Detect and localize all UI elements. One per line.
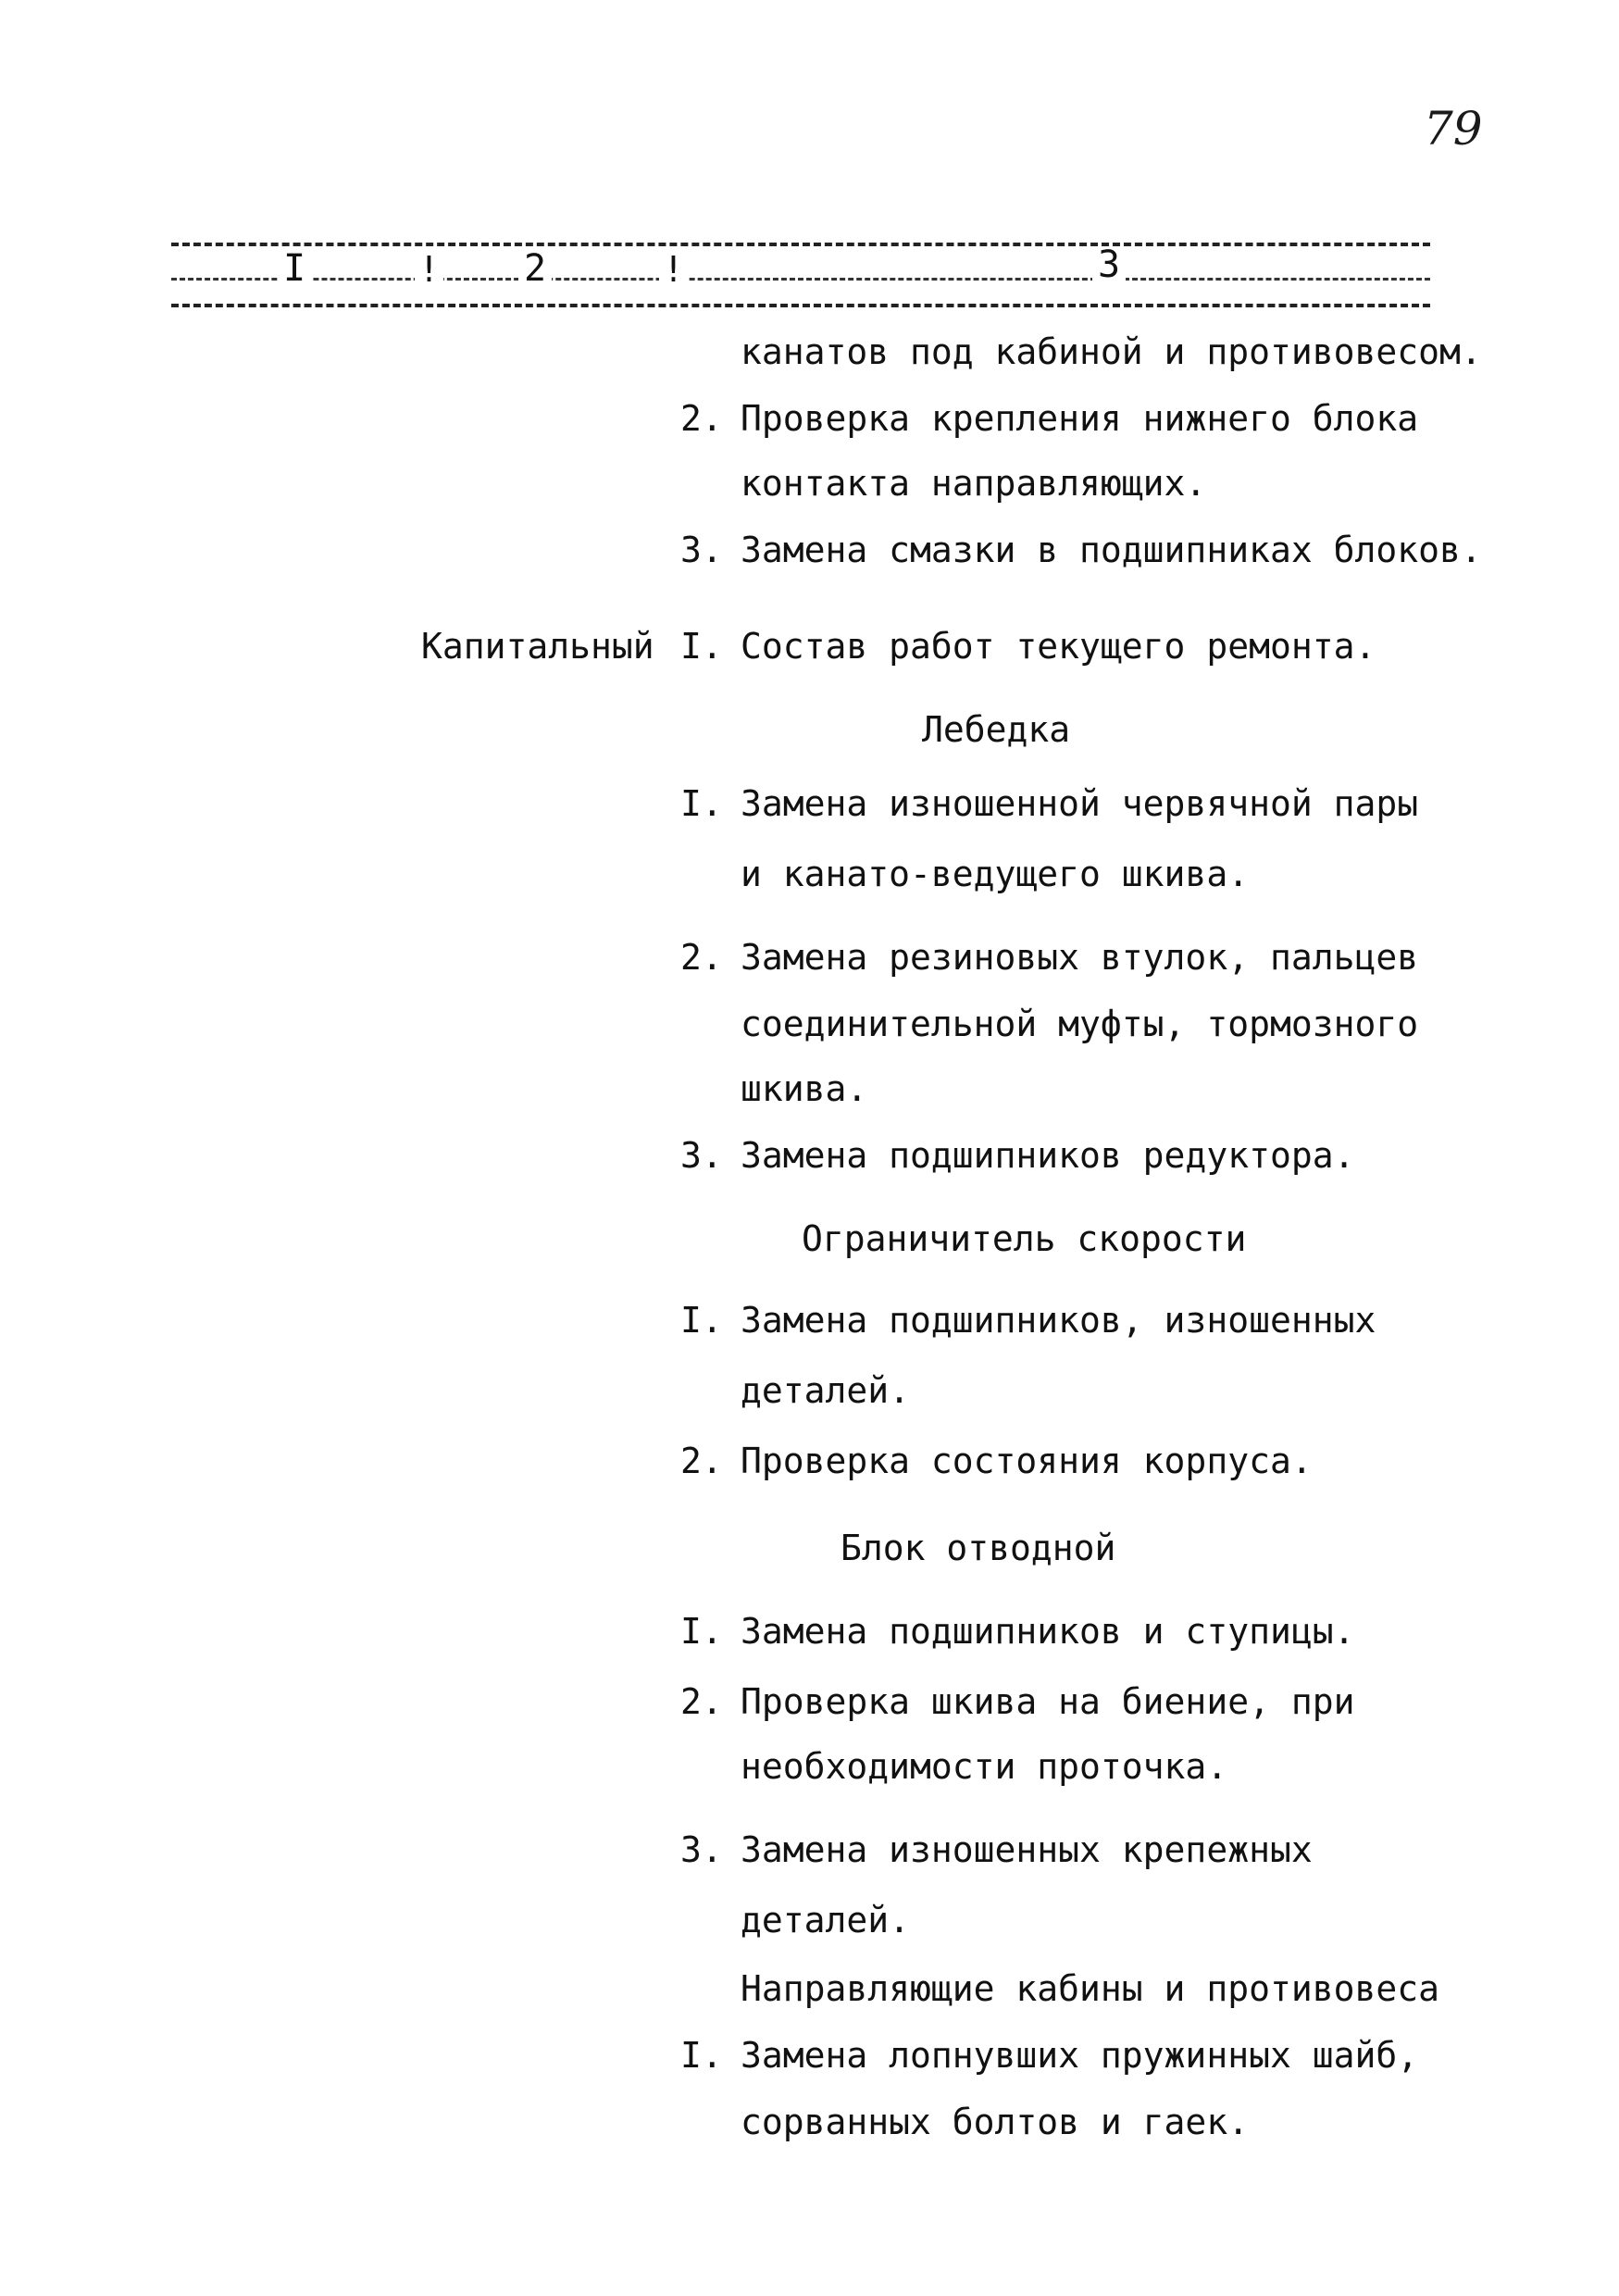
column-2-header: 2 [518,250,552,287]
item-number: I. [680,783,723,824]
column-separator: ! [415,252,443,287]
item-number: 2. [680,1681,723,1722]
item-text: Замена подшипников, изношенных [741,1300,1376,1341]
item-number: I. [680,626,723,667]
header-top-rule [171,243,1430,246]
item-text: Замена изношенных крепежных [741,1829,1313,1870]
item-text: Замена лопнувших пружинных шайб, [741,2035,1419,2076]
item-text: Замена смазки в подшипниках блоков. [741,530,1482,570]
item-number: I. [680,1300,723,1341]
item-text: Замена резиновых втулок, пальцев [741,937,1419,978]
column-1-header: I [278,250,311,287]
item-number: I. [680,2035,723,2076]
item-text: Замена подшипников и ступицы. [741,1611,1355,1652]
item-number: I. [680,1611,723,1652]
section-title: Направляющие кабины и противовеса [741,1968,1439,2009]
repair-type-label: Капитальный [421,626,654,667]
section-title: Блок отводной [841,1528,1116,1568]
item-number: 2. [680,1441,723,1481]
item-text: деталей. [741,1370,911,1411]
page-number: 79 [1424,102,1483,156]
item-text: Состав работ текущего ремонта. [741,626,1376,667]
column-3-header: 3 [1092,246,1126,283]
item-text: и канато-ведущего шкива. [741,854,1250,894]
continued-line: канатов под кабиной и противовесом. [741,331,1482,372]
header-bottom-rule [171,304,1430,307]
item-text: контакта направляющих. [741,463,1207,504]
item-text: соединительной муфты, тормозного [741,1004,1419,1044]
item-text: Проверка состояния корпуса. [741,1441,1313,1481]
item-text: сорванных болтов и гаек. [741,2102,1250,2142]
item-text: Проверка шкива на биение, при [741,1681,1355,1722]
section-title: Лебедка [922,709,1071,750]
item-text: Замена подшипников редуктора. [741,1135,1355,1176]
item-text: Замена изношенной червячной пары [741,783,1419,824]
column-separator: ! [659,252,688,287]
item-text: деталей. [741,1900,911,1940]
item-text: шкива. [741,1068,868,1109]
item-number: 3. [680,1135,723,1176]
section-title: Ограничитель скорости [802,1218,1247,1259]
item-number: 3. [680,530,723,570]
item-text: необходимости проточка. [741,1746,1228,1787]
item-number: 2. [680,937,723,978]
item-number: 2. [680,398,723,439]
item-number: 3. [680,1829,723,1870]
item-text: Проверка крепления нижнего блока [741,398,1419,439]
header-mid-rule [171,278,1430,281]
